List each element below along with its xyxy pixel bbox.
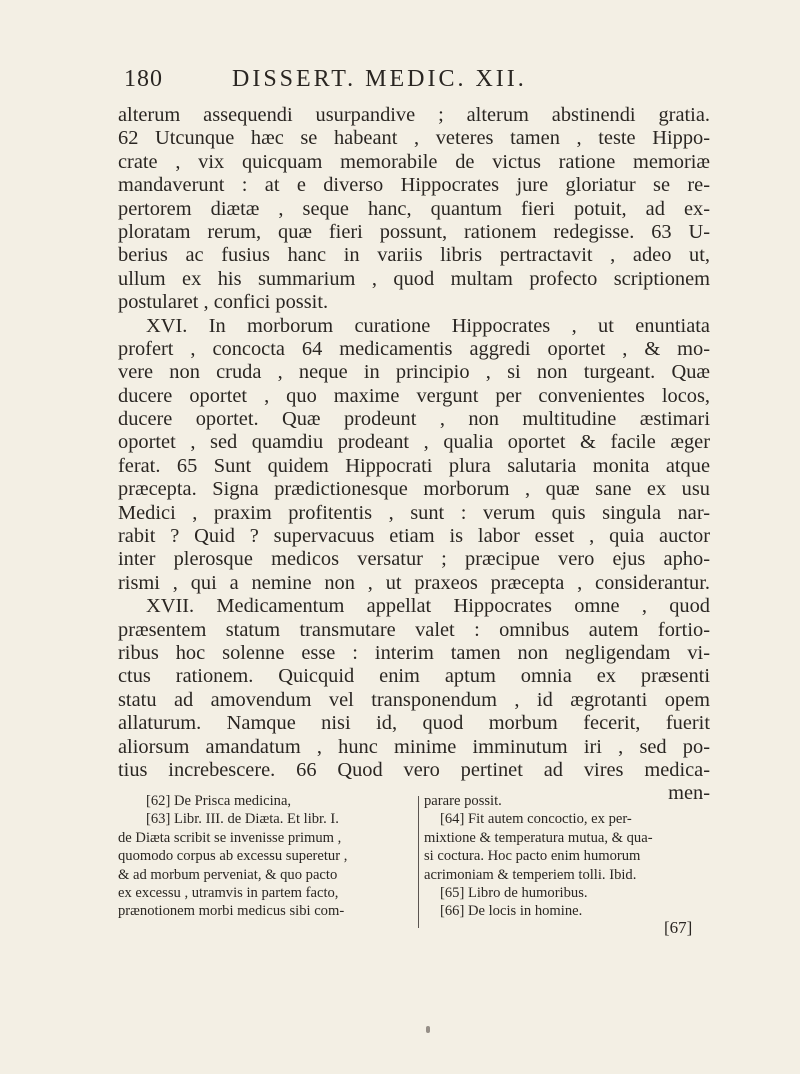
text-line: mandaverunt : at e diverso Hippocrates jure gloriatur se re- [118, 174, 710, 197]
text-line: inter plerosque medicos versatur ; præcipue vero ejus apho- [118, 548, 710, 571]
text-line: crate , vix quicquam memorabile de victus ratione memoriæ [118, 150, 710, 173]
column-divider [418, 796, 419, 928]
text-line: pertorem diætæ , seque hanc, quantum fieri potuit, ad ex- [118, 197, 710, 220]
text-line: Medici , praxim profitentis , sunt : verum quis singula nar- [118, 501, 710, 524]
footnote-line: quomodo corpus ab excessu superetur , [118, 848, 348, 865]
running-title: DISSERT. MEDIC. XII. [232, 66, 527, 92]
main-text [118, 104, 710, 806]
footnote-line: [63] Libr. III. de Diæta. Et libr. I. [146, 811, 339, 828]
text-line: XVI. In morborum curatione Hippocrates , ut enuntiata [146, 314, 710, 337]
footnote-line: si coctura. Hoc pacto enim humorum [424, 848, 641, 865]
text-line: rabit ? Quid ? supervacuus etiam is labor esset , quia auctor [118, 525, 710, 548]
text-line: ploratam rerum, quæ fieri possunt, rationem redegisse. 63 U- [118, 220, 710, 243]
text-line: tius increbescere. 66 Quod vero pertinet ad vires medica- [118, 758, 710, 781]
footnote-line: [64] Fit autem concoctio, ex per- [440, 811, 632, 828]
footnote-line: [66] De locis in homine. [440, 903, 583, 920]
text-line: postularet , confici possit. [118, 291, 329, 314]
footnote-line: parare possit. [424, 793, 502, 809]
text-line: profert , concocta 64 medicamentis aggredi oportet , & mo- [118, 337, 710, 360]
text-line: statu ad amovendum vel transponendum , id ægrotanti opem [118, 688, 710, 711]
text-line: aliorsum amandatum , hunc minime imminutum iri , sed po- [118, 735, 710, 758]
ink-speck [426, 1026, 430, 1033]
footnote-line: [65] Libro de humoribus. [440, 884, 588, 901]
text-line: men- [668, 782, 710, 805]
footnote-line: mixtione & temperatura mutua, & qua- [424, 829, 653, 846]
text-line: vere non cruda , neque in principio , si non turgeant. Quæ [118, 361, 710, 384]
footnote-line: de Diæta scribit se invenisse primum , [118, 829, 342, 846]
text-line: XVII. Medicamentum appellat Hippocrates omne , quod [146, 595, 710, 618]
text-line: allaturum. Namque nisi id, quod morbum fecerit, fuerit [118, 712, 710, 735]
text-line: ribus hoc solenne esse : interim tamen non negligendam vi- [118, 641, 710, 664]
text-line: ducere oportet , quo maxime vergunt per convenientes locos, [118, 384, 710, 407]
running-header [124, 66, 704, 98]
footnotes-right-column [424, 792, 714, 921]
footnote-line: [62] De Prisca medicina, [146, 793, 292, 809]
text-line: præsentem statum transmutare valet : omnibus autem fortio- [118, 618, 710, 641]
footnote-line: & ad morbum perveniat, & quo pacto [118, 866, 338, 883]
text-line: rismi , qui a nemine non , ut praxeos præcepta , considerantur. [118, 571, 710, 594]
page-number: 180 [124, 66, 163, 92]
text-line: 62 Utcunque hæc se habeant , veteres tamen , teste Hippo- [118, 127, 710, 150]
text-line: ctus rationem. Quicquid enim aptum omnia ex præsenti [118, 665, 710, 688]
text-line: alterum assequendi usurpandive ; alterum abstinendi gratia. [118, 104, 710, 126]
footnotes-left-column [118, 792, 414, 921]
text-line: ullum ex his summarium , quod multam profecto scriptionem [118, 267, 710, 290]
text-line: ferat. 65 Sunt quidem Hippocrati plura salutaria monita atque [118, 454, 710, 477]
footnote-line: ex excessu , utramvis in partem facto, [118, 884, 339, 901]
footnote-line: prænotionem morbi medicus sibi com- [118, 903, 345, 920]
text-line: præcepta. Signa prædictionesque morborum , quæ sane ex usu [118, 478, 710, 501]
text-line: ducere oportet. Quæ prodeunt , non multitudine æstimari [118, 408, 710, 431]
text-line: oportet , sed quamdiu prodeant , qualia oportet & facile æger [118, 431, 710, 454]
footnote-line: acrimoniam & temperiem tolli. Ibid. [424, 866, 637, 883]
catchword: [67] [664, 918, 693, 937]
text-line: berius ac fusius hanc in variis libris pertractavit , adeo ut, [118, 244, 710, 267]
